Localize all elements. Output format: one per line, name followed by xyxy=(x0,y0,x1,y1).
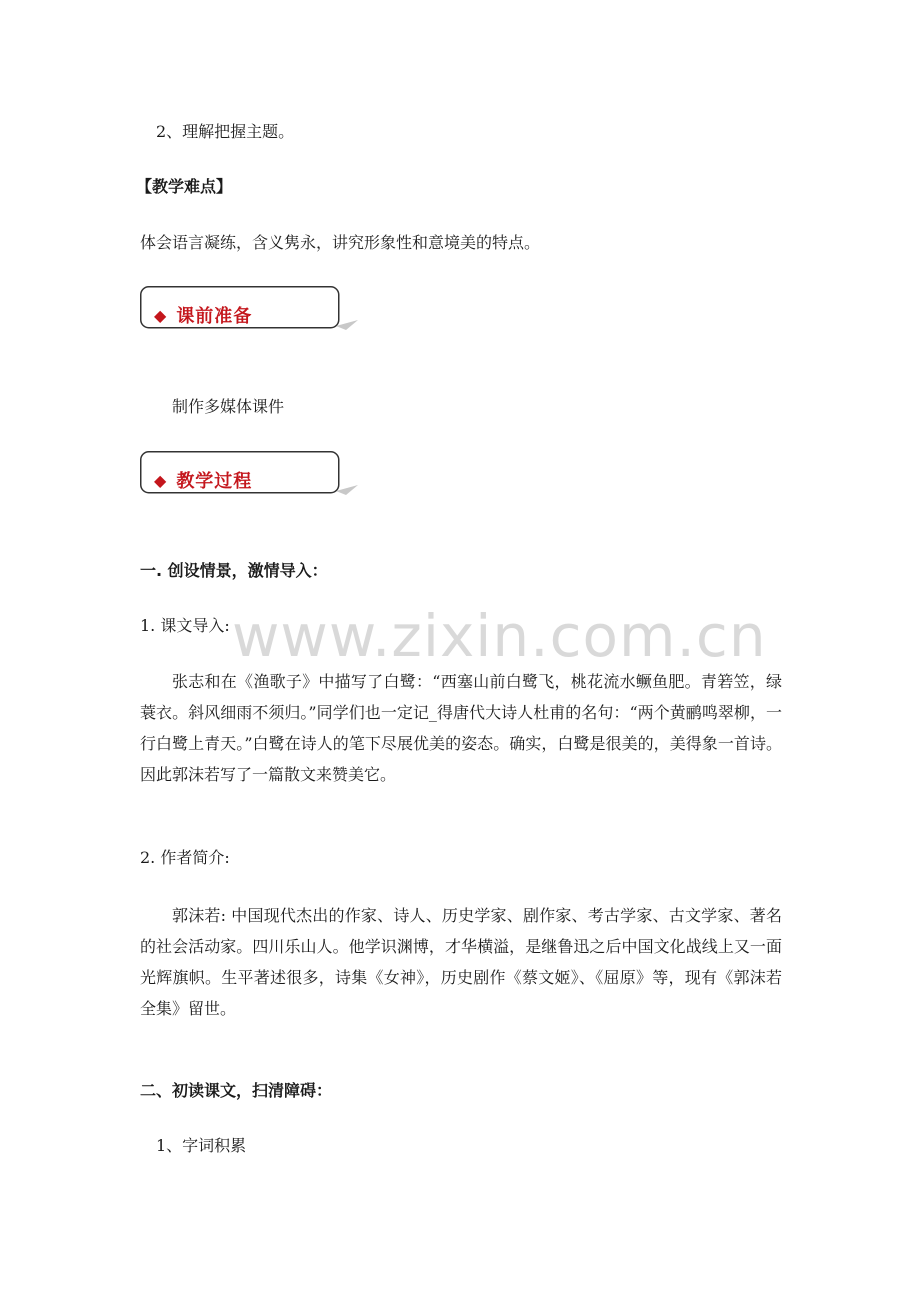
watermark: www.zixin.com.cn xyxy=(232,602,767,670)
section-prep-header xyxy=(154,302,252,328)
author-paragraph: 郭沫若: 中国现代杰出的作家、诗人、历史学家、剧作家、考古学家、古文学家、著名的社会活动家。四川乐山人。他学识渊博，才华横溢，是继鲁迅之后中国文化战线上又一面光辉旗帜。生平著述很多，诗集《女神》，历史剧作《蔡文姬》、《屈原》等，现有《郭沫若全集》留世。 xyxy=(140,906,782,1018)
part1-heading: 一. 创设情景，激情导入： xyxy=(140,561,328,580)
goal-2-text: 2、理解把握主题。 xyxy=(156,122,295,141)
difficulty-text: 体会语言凝练，含义隽永，讲究形象性和意境美的特点。 xyxy=(140,233,541,252)
section-prep-title: 课前准备 xyxy=(176,306,253,327)
author-label: 2. 作者简介: xyxy=(140,848,230,867)
difficulty-heading: 【教学难点】 xyxy=(136,177,233,196)
section-process-header xyxy=(154,467,252,493)
section-process-title: 教学过程 xyxy=(176,471,253,492)
intro-label: 1. 课文导入: xyxy=(140,616,230,635)
prep-content: 制作多媒体课件 xyxy=(172,397,285,416)
part2-heading: 二、初读课文，扫清障碍： xyxy=(140,1081,333,1100)
diamond-icon: ◆ xyxy=(154,470,167,490)
diamond-icon: ◆ xyxy=(154,305,167,325)
intro-paragraph: 张志和在《渔歌子》中描写了白鹭：“西塞山前白鹭飞，桃花流水鳜鱼肥。青箬笠，绿蓑衣。斜风细雨不须归。”同学们也一定记_得唐代大诗人杜甫的名句：“两个黄鹂鸣翠柳，一行白鹭上青天。”白鹭在诗人的笔下尽展优美的姿态。确实，白鹭是很美的，美得象一首诗。因此郭沫若写了一篇散文来赞美它。 xyxy=(140,672,782,784)
vocab-label: 1、字词积累 xyxy=(156,1136,247,1155)
